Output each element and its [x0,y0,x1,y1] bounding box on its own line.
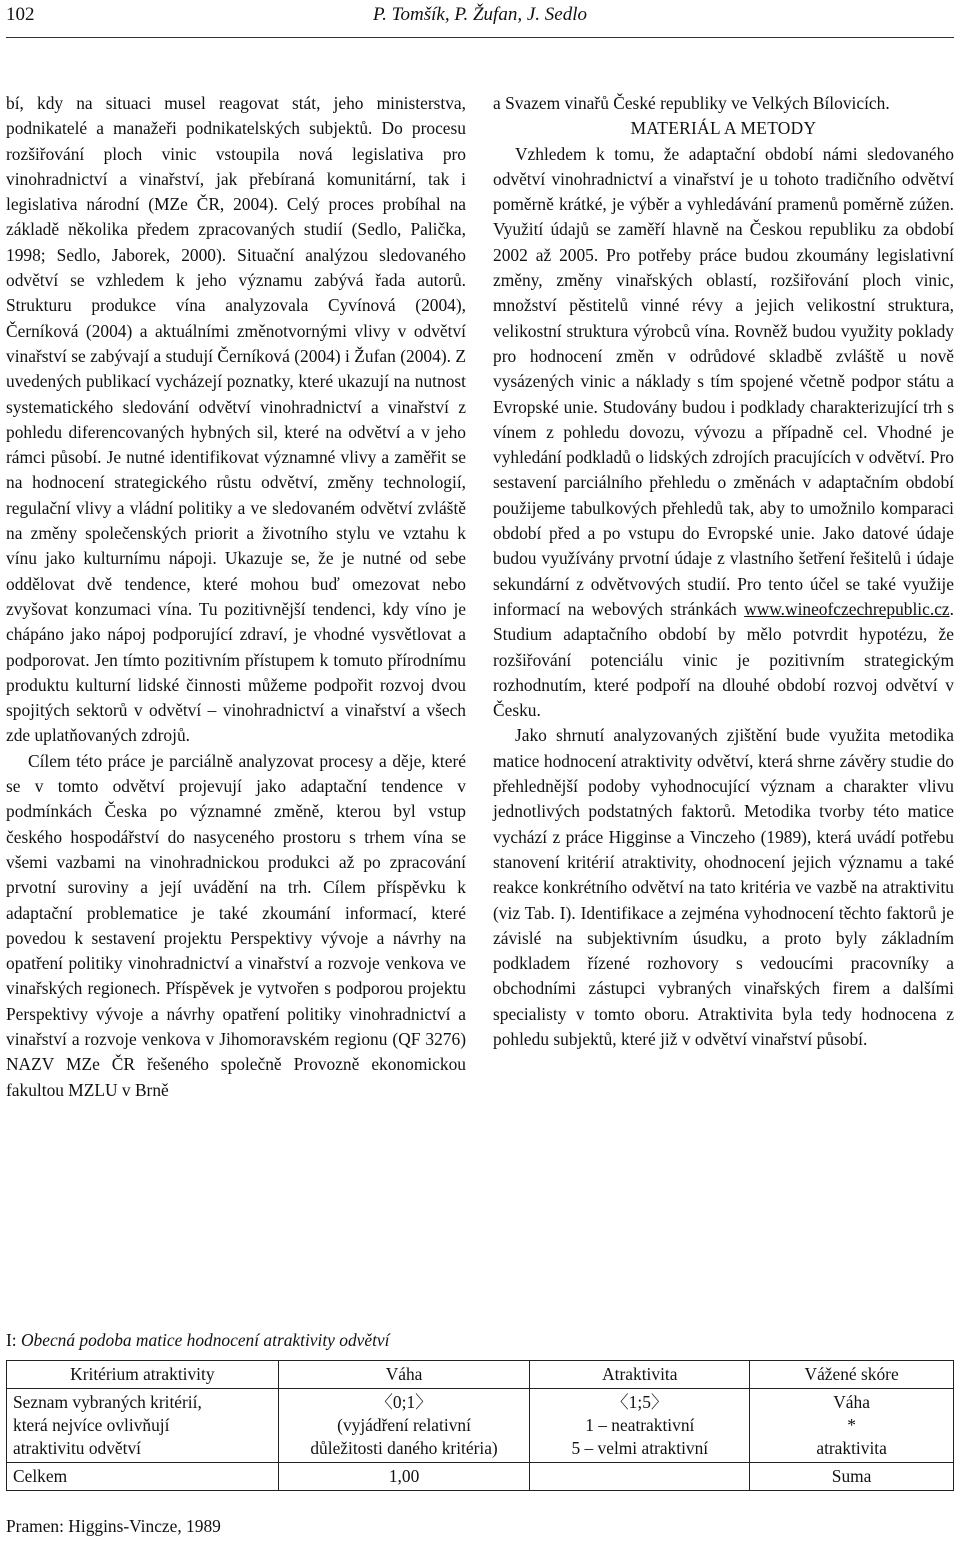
table-cell-total-attractiveness [530,1463,750,1491]
cell-line: 〈1;5〉 [611,1392,669,1412]
attractiveness-matrix-table [6,1360,954,1491]
right-paragraph-2 [493,142,954,724]
header-rule [6,37,954,38]
cell-line: 5 – velmi atraktivní [571,1438,709,1458]
right-paragraph-2-text-b: . Studium adaptačního období by mělo potvrdit hypotézu, že rozšiřování potenciálu vinic je pozitivním strategickým rozhodnutím, které podpoří na dlouhé období rozvoj odvětví v Česku. [493,598,954,721]
page-header [6,4,954,30]
cell-line: * [847,1415,856,1435]
table-cell-attractiveness [530,1389,750,1463]
table-caption-text: Obecná podoba matice hodnocení atraktivity odvětví [20,1330,390,1350]
website-link[interactable]: www.wineofczechrepublic.cz [744,598,950,619]
page-number: 102 [6,4,35,25]
cell-line: Seznam vybraných kritérií, [13,1392,202,1412]
table-cell-weighted-score [750,1389,954,1463]
cell-line: atraktivitu odvětví [13,1438,141,1458]
cell-line: 〈0;1〉 [375,1392,433,1412]
table-header-cell: Vážené skóre [750,1361,954,1389]
cell-line: Váha [833,1392,870,1412]
left-column [6,91,466,1103]
left-paragraph-2: Cílem této práce je parciálně analyzovat procesy a děje, které se v tomto odvětví projevují jako adaptační tendence v podmínkách Česka po významné změně, kterou byl vstup českého hospodářství do nasyceného prostoru s trhem vína se všemi vazbami na vinohradnickou produkci až po zpracování prvotní suroviny a její uvádění na trh. Cílem příspěvku k adaptační problematice je také zkoumání informací, které povedou k sestavení projektu Perspektivy vývoje a návrhy na opatření politiky vinohradnictví a vinařství a rozvoje venkova ve vinařských regionech. Příspěvek je vytvořen s podporou projektu Perspektivy vývoje a návrhy opatření politiky vinohradnictví a vinařství a rozvoje venkova v Jihomoravském regionu (QF 3276) NAZV MZe ČR řešeného společně Provozně ekonomickou fakultou MZLU v Brně [6,750,466,1100]
cell-line: (vyjádření relativní [337,1415,471,1435]
right-paragraph-3: Jako shrnutí analyzovaných zjištění bude využita metodika matice hodnocení atraktivity odvětví, která shrne závěry studie do přehlednější podoby vyhodnocující význam a charakter vlivu jednotlivých podstatných faktorů. Metodika tvorby této matice vychází z práce Higginse a Vinczeho (1989), která uvádí potřebu stanovení kritérií atraktivity, ohodnocení jejich významu a také reakce konkrétního odvětví na tato kritéria ve vazbě na atraktivitu (viz Tab. I). Identifikace a zejména vyhodnocení těchto faktorů je závislé na subjektivním úsudku, a proto byly základním podkladem řízené rozhovory s vedoucími pracovníky a obchodními zástupci vybraných vinařských firem a dalšími specialisty v tomto oboru. Atraktivita byla tedy hodnocena z pohledu subjektů, které již v odvětví vinařství působí. [493,725,954,1049]
right-paragraph-2-text-a: Vzhledem k tomu, že adaptační období námi sledovaného odvětví vinohradnictví a vinařství je u tohoto tradičního odvětví poměrně krátké, je výběr a vyhledávání pramenů poměrně zúžen. Využití údajů se zaměří hlavně na Českou republiku za období 2002 až 2005. Pro potřeby práce budou zkoumány legislativní změny, změny vinařských oblastí, rozšiřování ploch vinic, množství pěstitelů vinné révy a jejich velikostní struktura, velikostní struktura výrobců vína. Rovněž budou využity poklady pro hodnocení změn v odrůdové skladbě zvláště u nově vysázených vinic a náklady s tím spojené včetně podpor státu a Evropské unie. Studovány budou i podklady charakterizující trh s vínem z pohledu dovozu, vývozu a případně cel. Vhodné je vyhledání podkladů o lidských zdrojích pracujících v odvětví. Pro sestavení parciálního přehledu o změnách v adaptačním období použijeme tabulkových přehledů tak, aby to umožnilo komparaci období před a po vstupu do Evropské unie. Jako datové údaje budou využívány prvotní údaje z vlastního šetření řešitelů i údaje sekundární z odvětvových studií. Pro tento účel se také využije informací na webových stránkách [493,143,954,619]
table-cell-total-weight: 1,00 [278,1463,530,1491]
table-header-row [7,1361,954,1389]
cell-line: důležitosti daného kritéria) [310,1438,498,1458]
table-cell-weight [278,1389,530,1463]
cell-line: 1 – neatraktivní [585,1415,695,1435]
table-cell-total-label: Celkem [7,1463,279,1491]
cell-line: která nejvíce ovlivňují [13,1415,170,1435]
running-head-authors: P. Tomšík, P. Žufan, J. Sedlo [373,4,587,25]
section-title: MATERIÁL A METODY [630,118,817,139]
table-cell-criteria [7,1389,279,1463]
table-caption [6,1330,389,1351]
table-row [7,1389,954,1463]
right-column [493,91,954,1052]
table-cell-total-score: Suma [750,1463,954,1491]
table-header-cell: Kritérium atraktivity [7,1361,279,1389]
table-row-total [7,1463,954,1491]
table-source: Pramen: Higgins-Vincze, 1989 [6,1516,221,1536]
table-header-cell: Atraktivita [530,1361,750,1389]
right-paragraph-1: a Svazem vinařů České republiky ve Velkých Bílovicích. [493,93,890,113]
left-paragraph-1: bí, kdy na situaci musel reagovat stát, jeho ministerstva, podnikatelé a manažeři podnikatelských subjektů. Do procesu rozšiřování ploch vinic vstoupila nová legislativa pro vinohradnictví a vinařství, jak přebíraná komunitární, tak i legislativa národní (MZe ČR, 2004). Celý proces probíhal na základě několika předem zpracovaných studií (Sedlo, Palička, 1998; Sedlo, Jaborek, 2000). Situační analýzou sledovaného odvětví se vzhledem k jeho významu zabývá řada autorů. Strukturu produkce vína analyzovala Cyvínová (2004), Černíková (2004) a aktuálními změnotvornými vlivy v odvětví vinařství se zabývají a studují Černíková (2004) i Žufan (2004). Z uvedených publikací vycházejí poznatky, které ukazují na nutnost systematického sledování odvětví vinohradnictví a vinařství z pohledu diferencovaných hybných sil, které na odvětví a v jeho rámci působí. Je nutné identifikovat významné vlivy a zaměřit se na hodnocení strategického růstu odvětví, změny technologií, regulační vlivy a vládní politiky a ve sledovaném odvětví zvláště na změny společenských priorit a životního stylu ve vztahu k vínu jako kulturnímu nápoji. Ukazuje se, že je nutné od sebe oddělovat dvě tendence, které mohou buď omezovat nebo zvyšovat konzumaci vína. Tu pozitivnější tendenci, kdy víno je chápáno jako nápoj podporující zdraví, je vhodné vysvětlovat a podporovat. Jen tímto pozitivním přístupem k tomuto přírodnímu produktu kulturní lidské činnosti můžeme podpořit rozvoj dvou spojitých sektorů v odvětví – vinohradnictví a vinařství a všech zde uplatňovaných zdrojů. [6,93,466,746]
table-caption-label: I: [6,1330,17,1350]
table-header-cell: Váha [278,1361,530,1389]
cell-line: atraktivita [816,1438,887,1458]
